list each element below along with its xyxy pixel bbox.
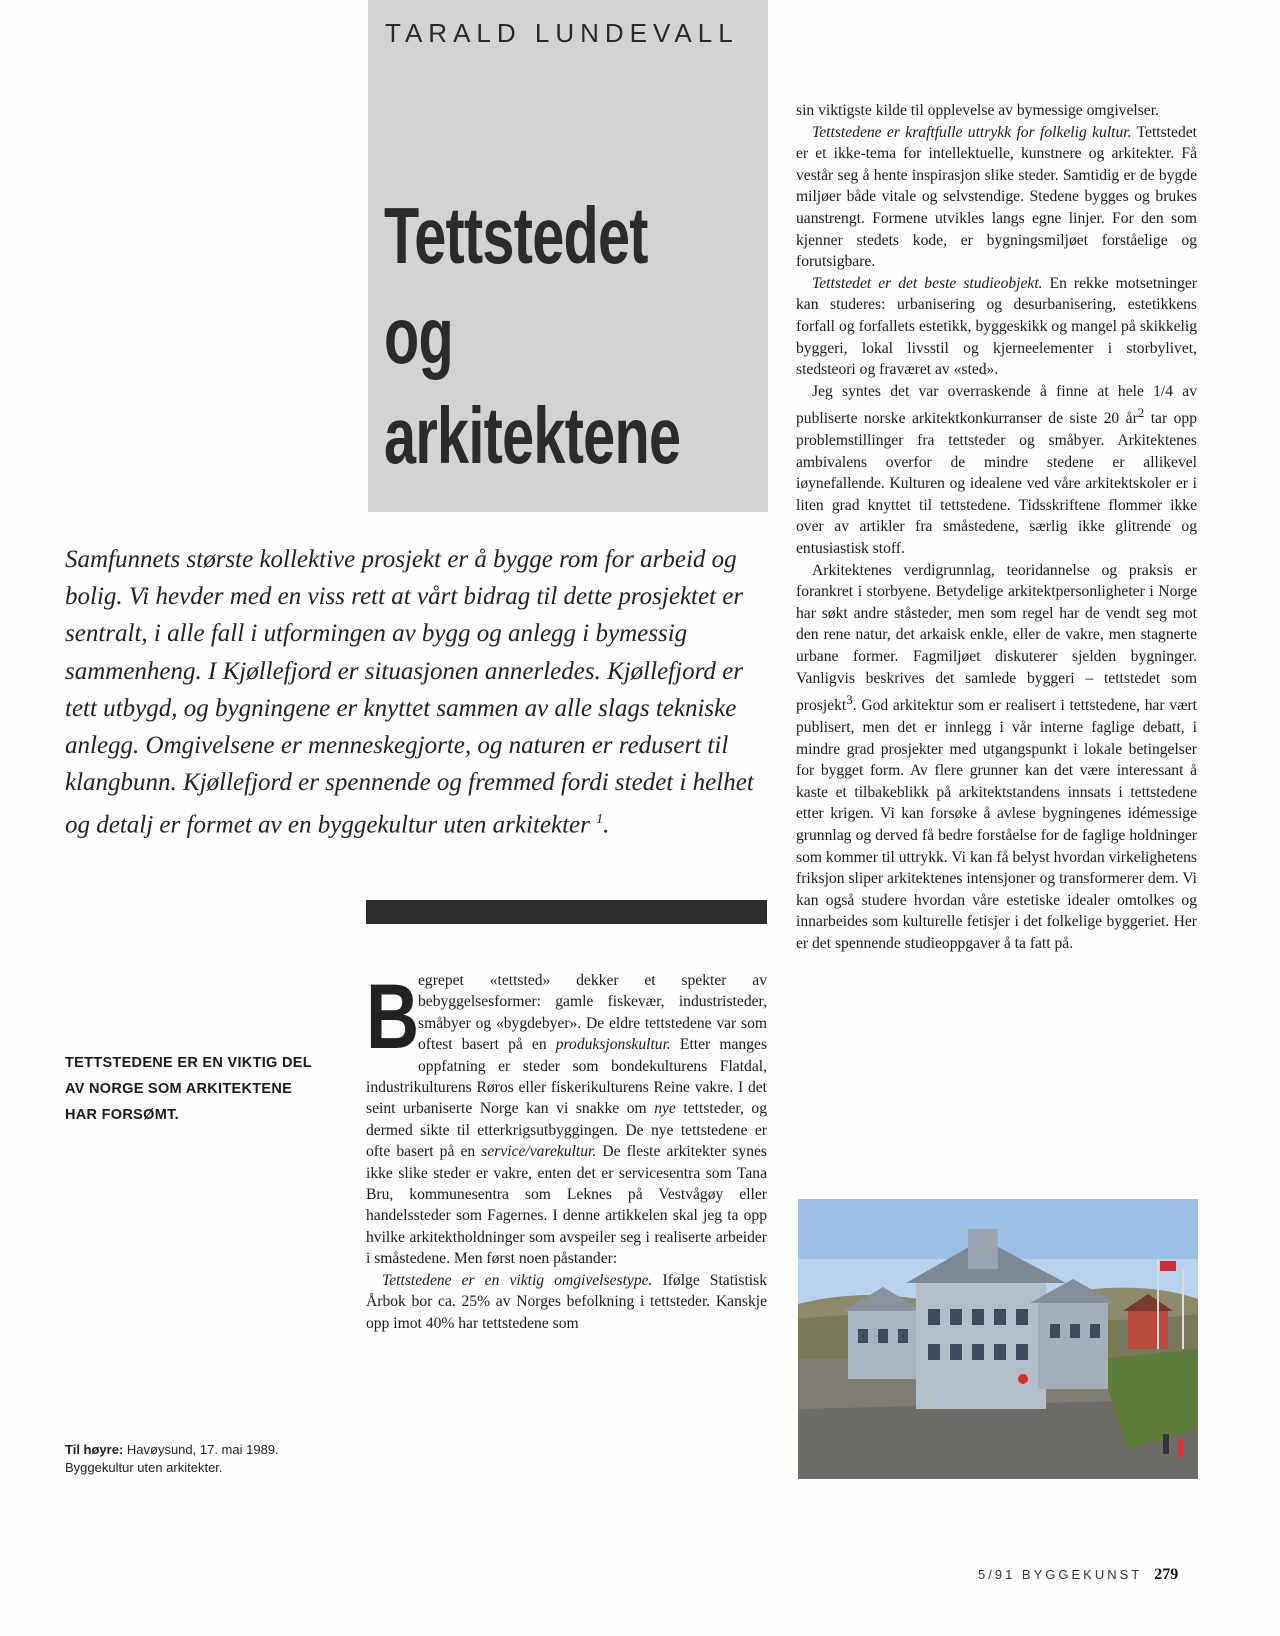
body-column-left <box>366 966 767 1334</box>
emphasis-text: produksjonskultur. <box>555 1036 671 1054</box>
havoysund-photo <box>798 1199 1198 1479</box>
body-paragraph <box>366 966 767 1270</box>
body-text: tar opp problemstillinger fra tettsteder og småbyer. Arkitektenes ambivalens overfor de mindre stedene er allikevel iøynefallende. Kulturen og idealene ved våre arkitektskoler er i liten grad knyttet til tettstedene. Tidsskriftene flommer ikke over av artikler fra småstedene, særlig ikke glitrende og entusiastisk stoff. <box>796 410 1197 558</box>
page-number: 279 <box>1154 1566 1179 1583</box>
article-headline <box>384 186 680 486</box>
body-text: Jeg syntes det var overraskende å finne at hele 1/4 av publiserte norske arkitektkonkurranser de siste 20 år <box>796 382 1197 428</box>
headline-line-3: arkitektene <box>384 391 681 480</box>
page-footer <box>978 1566 1178 1584</box>
section-divider-bar <box>366 900 767 924</box>
lead-text: Samfunnets største kollektive prosjekt er å bygge rom for arbeid og bolig. Vi hevder med en viss rett at vårt bidrag til dette prosjektet er sentralt, i alle fall i utformingen av bygg og anlegg i bymessig sammenheng. I Kjøllefjord er situasjonen annerledes. Kjøllefjord er tett utbygd, og bygningene er knyttet sammen av alle slags tekniske anlegg. Omgivelsene er menneskegjorte, og naturen er redusert til klangbunn. Kjøllefjord er spennende og fremmed fordi stedet i helhet og detalj er formet av en byggekultur uten arkitekter <box>65 546 754 839</box>
drop-cap: B <box>366 966 420 1068</box>
caption-line-2: Byggekultur uten arkitekter. <box>65 1460 223 1475</box>
body-paragraph <box>366 1270 767 1334</box>
body-paragraph <box>796 560 1197 955</box>
issue-label: 5/91 BYGGEKUNST <box>978 1567 1143 1582</box>
photo-caption <box>65 1441 335 1477</box>
body-text: En rekke motsetninger kan studeres: urbanisering og desurbanisering, estetikkens forfall og forfallets estetikk, byggeskikk og mangel på skikkelig byggeri, lokal livsstil og kjerneelementer i storbylivet, stedsteori og fraværet av «sted». <box>796 274 1197 379</box>
caption-line-1: Havøysund, 17. mai 1989. <box>123 1442 279 1457</box>
body-text: tettsteder, og dermed sikte til etterkrigsutbyggingen. De nye tettstedene er ofte basert på en <box>366 1100 767 1161</box>
emphasis-text: Tettstedet er det beste studieobjekt. <box>812 274 1043 292</box>
headline-line-2: og <box>384 291 453 380</box>
body-text: Arkitektenes verdigrunnlag, teoridannelse og praksis er forankret i storbyene. Betydelige arkitektpersonligheter i Norge har søkt andre ståsteder, men som regel har de vendt seg mot den rene natur, det arkaisk enkle, eller de vakre, men stagnerte urbane former. Fagmiljøet diskuterer sjelden bygninger. Vanligvis beskrives det samlede byggeri – tettstedet som prosjekt <box>796 561 1197 715</box>
footnote-ref: 3 <box>846 692 853 708</box>
emphasis-text: nye <box>654 1100 676 1118</box>
author-name: TARALD LUNDEVALL <box>385 18 739 48</box>
emphasis-text: Tettstedene er kraftfulle uttrykk for folkelig kultur. <box>812 123 1132 141</box>
body-text: egrepet «tettsted» dekker et spekter av bebyggelsesformer: gamle fiskevær, industristeder, småbyer og «bygdebyer». De eldre tettstedene var som oftest basert på en <box>418 972 767 1054</box>
lead-footnote-ref: 1 <box>596 812 604 828</box>
footnote-ref: 2 <box>1137 405 1145 421</box>
lead-paragraph: Samfunnets største kollektive prosjekt er å bygge rom for arbeid og bolig. Vi hevder med en viss rett at vårt bidrag til dette prosjektet er sentralt, i alle fall i utformingen av bygg og anlegg i bymessig sammenheng. I Kjøllefjord er situasjonen annerledes. Kjøllefjord er tett utbygd, og bygningene er knyttet sammen av alle slags tekniske anlegg. Omgivelsene er menneskegjorte, og naturen er redusert til klangbunn. Kjøllefjord er spennende og fremmed fordi stedet i helhet og detalj er formet av en byggekultur uten arkitekter $^1$. <box>65 546 754 839</box>
headline-line-1: Tettstedet <box>384 191 648 280</box>
emphasis-text: service/varekultur. <box>481 1143 597 1161</box>
body-text: . God arkitektur som er realisert i tettstedene, har vært publisert, men det er innlegg i vår interne faglige debatt, i mindre grad prosjekter med utgangspunkt i lokale betingelser for bygget form. Av flere grunner kan det være interessant å kaste et tilbakeblikk på arkitektstandens innsats i tettstedene etter krigen. Vi kan forsøke å avlese bygningenes idémessige grunnlag og derved få bedre forståelse for de faglige holdninger som kommer til uttrykk. Vi kan få belyst hvordan virkelighetens friksjon sliper arkitektenes intensjoner og transformerer dem. Vi kan også studere hvordan våre estetiske idealer omtolkes og innarbeides som kulturelle fetisjer i det folkelige byggeriet. Her er det spennende studieoppgaver å ta fatt på. <box>796 697 1197 952</box>
body-paragraph <box>796 381 1197 560</box>
body-text: Tettstedet er et ikke-tema for intellektuelle, kunstnere og arkitekter. Få vestår seg å hente inspirasjon slike steder. Samtidig er de bygde miljøer både vitale og selvstendige. Stedene bygges og brukes uanstrengt. Formene utvikles langs egne linjer. For den som kjenner stedets kode, er bygningsmiljøet forståelige og forutsigbare. <box>796 123 1197 271</box>
body-paragraph: sin viktigste kilde til opplevelse av bymessige omgivelser. <box>796 102 1159 119</box>
body-text: Ifølge Statistisk Årbok bor ca. 25% av Norges befolkning i tettsteder. Kanskje opp imot 40% har tettstedene som <box>366 1271 767 1332</box>
body-paragraph <box>796 273 1197 381</box>
body-text: Etter manges oppfatning er steder som bondekulturens Flatdal, industrikulturens Røros eller fiskerikulturens Reine vakre. I det seint urbaniserte Norge kan vi snakke om <box>366 1036 767 1118</box>
emphasis-text: Tettstedene er en viktig omgivelsestype. <box>382 1271 653 1289</box>
body-column-right <box>796 100 1197 955</box>
body-text: De fleste arkitekter synes ikke slike steder er vakre, enten det er servicesentra som Tana Bru, kommunesentra som Leknes på Vestvågøy eller handelssteder som Fagernes. I denne artikkelen skal jeg ta opp hvilke arkitektholdninger som avspeiler seg i realiserte arbeider i småstedene. Men først noen påstander: <box>366 1143 767 1268</box>
caption-label: Til høyre: <box>65 1442 124 1457</box>
body-paragraph <box>796 122 1197 273</box>
pull-quote: TETTSTEDENE ER EN VIKTIG DEL AV NORGE SOM ARKITEKTENE HAR FORSØMT. <box>65 1055 312 1123</box>
